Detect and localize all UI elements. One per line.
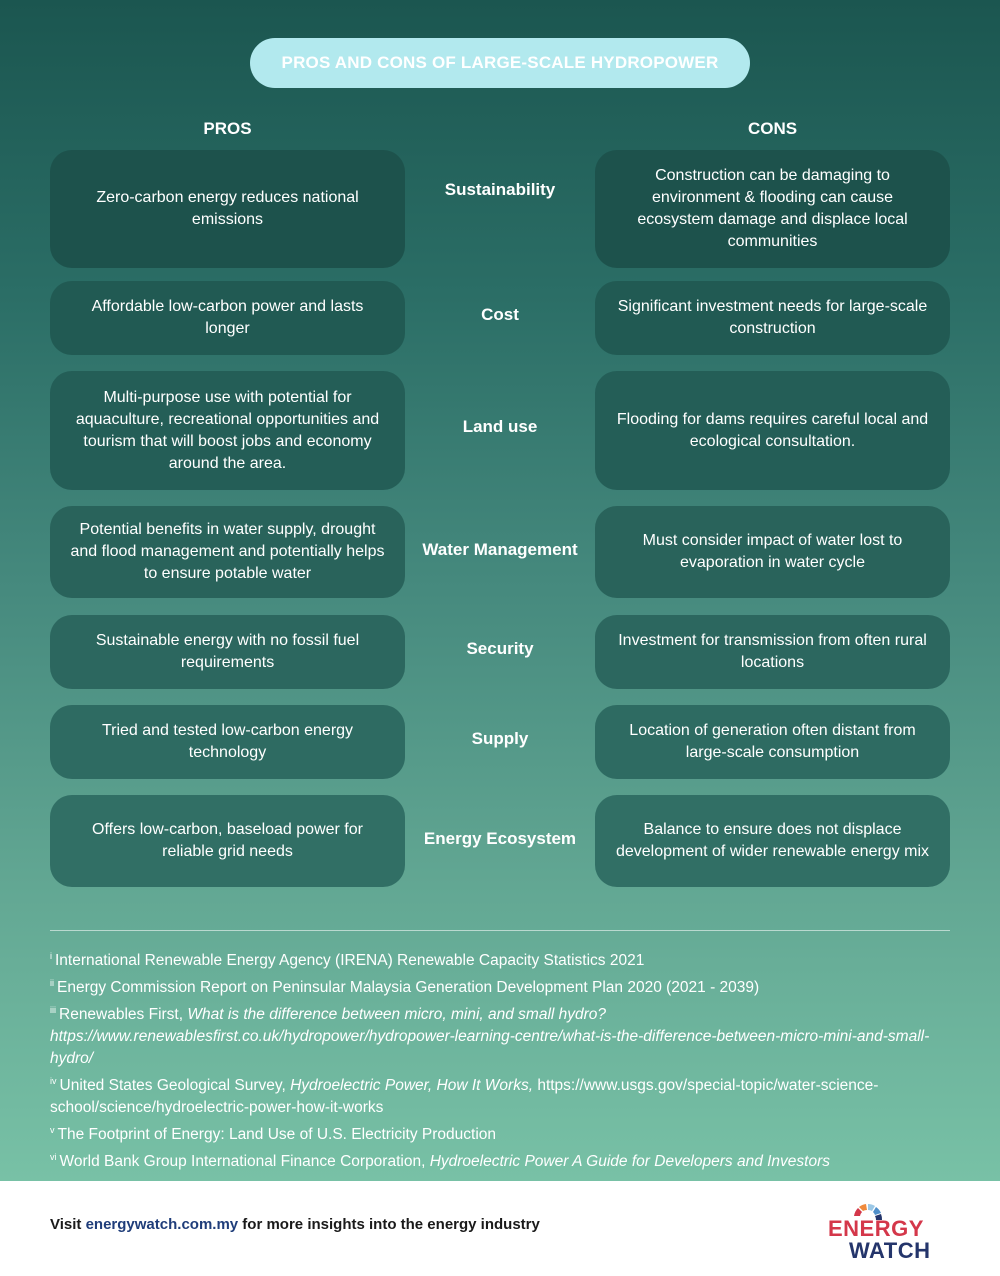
- logo-wordmark-energy: ENERGY: [828, 1216, 924, 1241]
- pro-box-land-use: Multi-purpose use with potential for aquaculture, recreational opportunities and tourism that will boost jobs and economy around the area.: [50, 371, 405, 490]
- references-list: [50, 945, 955, 1173]
- pro-box-energy-ecosystem: Offers low-carbon, baseload power for reliable grid needs: [50, 795, 405, 887]
- reference-item: [50, 1146, 955, 1173]
- reference-text: International Renewable Energy Agency (IRENA) Renewable Capacity Statistics 2021: [55, 952, 645, 969]
- page-title: PROS AND CONS OF LARGE-SCALE HYDROPOWER: [250, 38, 750, 88]
- reference-item: [50, 999, 955, 1070]
- category-cost: Cost: [481, 305, 519, 324]
- reference-text: Renewables First,: [59, 1006, 188, 1023]
- references-divider: [50, 930, 950, 931]
- reference-text: Energy Commission Report on Peninsular Malaysia Generation Development Plan 2020 (2021 - 2039): [57, 979, 760, 996]
- reference-text: The Footprint of Energy: Land Use of U.S. Electricity Production: [57, 1126, 497, 1143]
- pros-header: PROS: [203, 119, 252, 138]
- reference-mark: v: [50, 1125, 55, 1135]
- category-energy-ecosystem: Energy Ecosystem: [423, 829, 577, 848]
- reference-italic-title[interactable]: What is the difference between micro, mini, and small hydro? https://www.renewablesfirst.co.uk/hydropower/hydropower-learning-centre/what-is-the-difference-between-micro-mini-and-small-hydro/: [50, 1006, 930, 1067]
- con-box-supply: Location of generation often distant from large-scale consumption: [595, 705, 950, 779]
- pro-box-supply: Tried and tested low-carbon energy technology: [50, 705, 405, 779]
- reference-url[interactable]: https://www.usgs.gov/special-topic/water-science-school/science/hydroelectric-power-how-it-works: [50, 1077, 879, 1116]
- footer-prefix: Visit: [50, 1216, 86, 1233]
- reference-item: [50, 1070, 955, 1119]
- reference-italic-title: Hydroelectric Power A Guide for Developers and Investors: [429, 1153, 831, 1170]
- pro-box-water-management: Potential benefits in water supply, drought and flood management and potentially helps to ensure potable water: [50, 506, 405, 598]
- category-security: Security: [466, 639, 534, 658]
- footer-suffix: for more insights into the energy industry: [238, 1216, 540, 1233]
- category-supply: Supply: [471, 729, 529, 748]
- reference-text: World Bank Group International Finance Corporation,: [59, 1153, 430, 1170]
- con-box-security: Investment for transmission from often rural locations: [595, 615, 950, 689]
- reference-item: [50, 1119, 955, 1146]
- reference-mark: iii: [50, 1005, 56, 1015]
- category-sustainability: Sustainability: [444, 180, 556, 199]
- con-box-water-management: Must consider impact of water lost to evaporation in water cycle: [595, 506, 950, 598]
- logo-wordmark-watch: WATCH: [849, 1238, 931, 1263]
- reference-mark: vi: [50, 1152, 57, 1162]
- reference-mark: ii: [50, 978, 54, 988]
- pro-box-security: Sustainable energy with no fossil fuel requirements: [50, 615, 405, 689]
- reference-mark: i: [50, 951, 52, 961]
- category-land-use: Land use: [462, 417, 538, 436]
- con-box-land-use: Flooding for dams requires careful local and ecological consultation.: [595, 371, 950, 490]
- footer-link[interactable]: energywatch.com.my: [85, 1216, 239, 1233]
- reference-mark: iv: [50, 1076, 57, 1086]
- con-box-sustainability: Construction can be damaging to environment & flooding can cause ecosystem damage and displace local communities: [595, 150, 950, 268]
- con-box-cost: Significant investment needs for large-scale construction: [595, 281, 950, 355]
- reference-text: United States Geological Survey,: [59, 1077, 291, 1094]
- reference-item: [50, 945, 955, 972]
- pro-box-cost: Affordable low-carbon power and lasts longer: [50, 281, 405, 355]
- con-box-energy-ecosystem: Balance to ensure does not displace development of wider renewable energy mix: [595, 795, 950, 887]
- footer-cta: [50, 1216, 540, 1233]
- reference-item: [50, 972, 955, 999]
- reference-italic-title: Hydroelectric Power, How It Works,: [290, 1077, 534, 1094]
- category-water-management: Water Management: [422, 540, 578, 559]
- pro-box-sustainability: Zero-carbon energy reduces national emissions: [50, 150, 405, 268]
- cons-header: CONS: [747, 119, 798, 138]
